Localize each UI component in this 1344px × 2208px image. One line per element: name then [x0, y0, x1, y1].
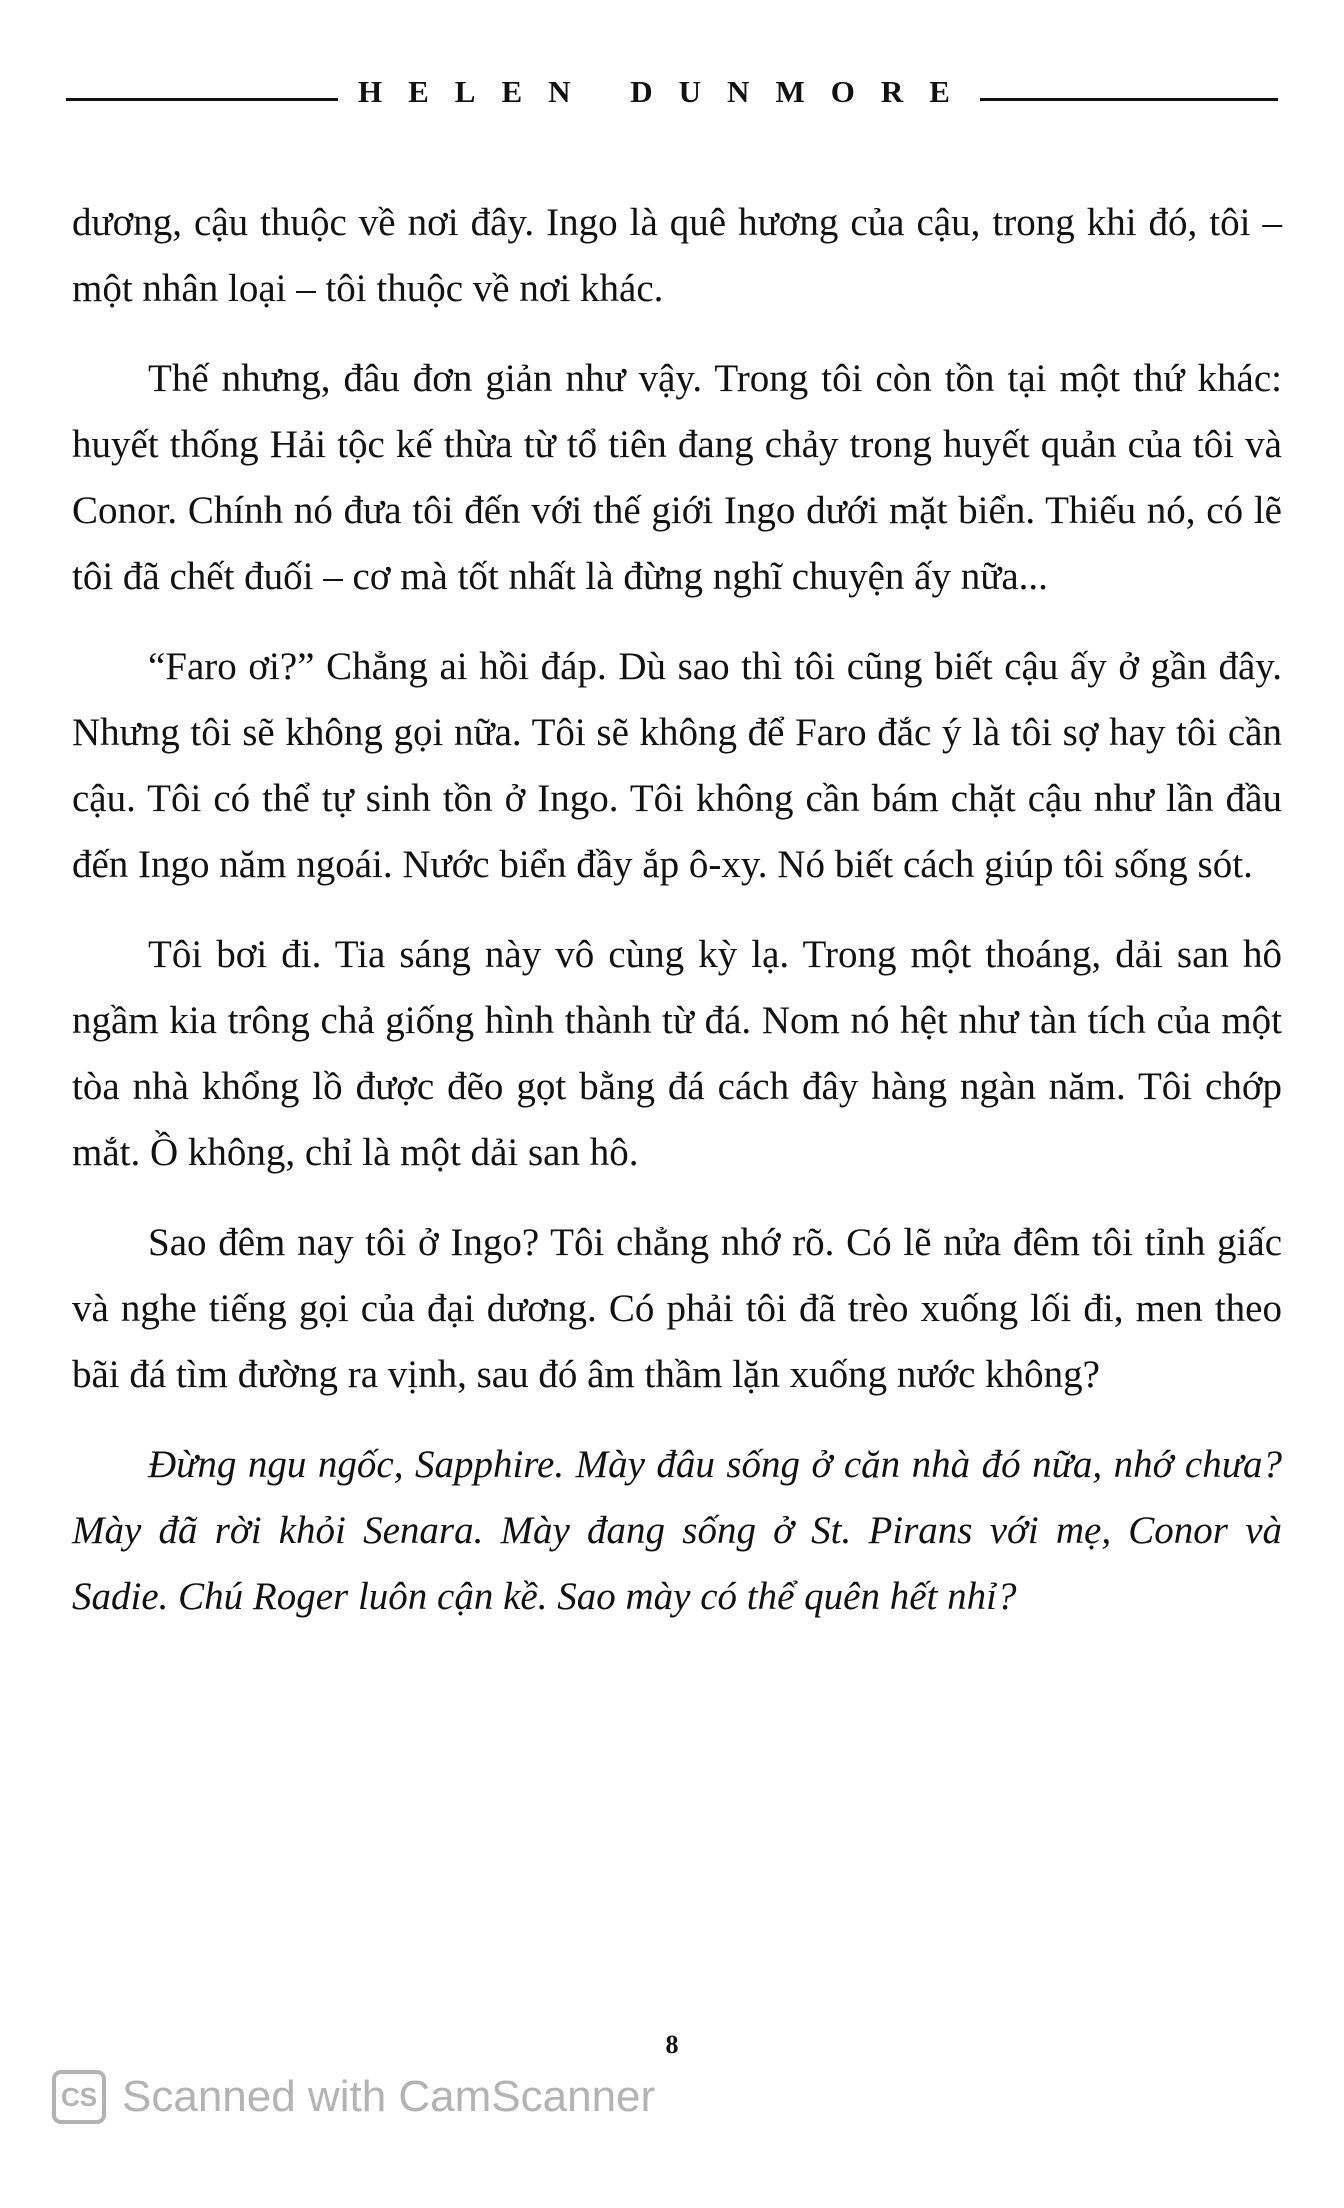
header-rule-right [980, 98, 1278, 101]
paragraph-italic-thought: Đừng ngu ngốc, Sapphire. Mày đâu sống ở căn nhà đó nữa, nhớ chưa? Mày đã rời khỏi Senara. Mày đang sống ở St. Pirans với mẹ, Conor và Sadie. Chú Roger luôn cận kề. Sao mày có thể quên hết nhỉ? [72, 1443, 1282, 1618]
header-rule-left [66, 98, 338, 101]
watermark-text: Scanned with CamScanner [122, 2072, 656, 2121]
paragraph: Thế nhưng, đâu đơn giản như vậy. Trong tôi còn tồn tại một thứ khác: huyết thống Hải tộc kế thừa từ tổ tiên đang chảy trong huyết quản của tôi và Conor. Chính nó đưa tôi đến với thế giới Ingo dưới mặt biển. Thiếu nó, có lẽ tôi đã chết đuối – cơ mà tốt nhất là đừng nghĩ chuyện ấy nữa... [72, 357, 1282, 598]
camscanner-watermark [52, 2070, 655, 2124]
paragraph: “Faro ơi?” Chẳng ai hồi đáp. Dù sao thì tôi cũng biết cậu ấy ở gần đây. Nhưng tôi sẽ không gọi nữa. Tôi sẽ không để Faro đắc ý là tôi sợ hay tôi cần cậu. Tôi có thể tự sinh tồn ở Ingo. Tôi không cần bám chặt cậu như lần đầu đến Ingo năm ngoái. Nước biển đầy ắp ô-xy. Nó biết cách giúp tôi sống sót. [72, 645, 1282, 886]
camscanner-logo-icon: CS [52, 2070, 106, 2124]
body-text [72, 190, 1282, 1654]
paragraph: Tôi bơi đi. Tia sáng này vô cùng kỳ lạ. Trong một thoáng, dải san hô ngầm kia trông chả giống hình thành từ đá. Nom nó hệt như tàn tích của một tòa nhà khổng lồ được đẽo gọt bằng đá cách đây hàng ngàn năm. Tôi chớp mắt. Ồ không, chỉ là một dải san hô. [72, 933, 1282, 1174]
page-number: 8 [665, 2030, 679, 2059]
paragraph: Sao đêm nay tôi ở Ingo? Tôi chẳng nhớ rõ. Có lẽ nửa đêm tôi tỉnh giấc và nghe tiếng gọi của đại dương. Có phải tôi đã trèo xuống lối đi, men theo bãi đá tìm đường ra vịnh, sau đó âm thầm lặn xuống nước không? [72, 1221, 1282, 1396]
paragraph-continuation: dương, cậu thuộc về nơi đây. Ingo là quê hương của cậu, trong khi đó, tôi – một nhân loại – tôi thuộc về nơi khác. [72, 201, 1282, 310]
running-head [66, 70, 1278, 114]
header-author: HELEN DUNMORE [358, 74, 976, 109]
